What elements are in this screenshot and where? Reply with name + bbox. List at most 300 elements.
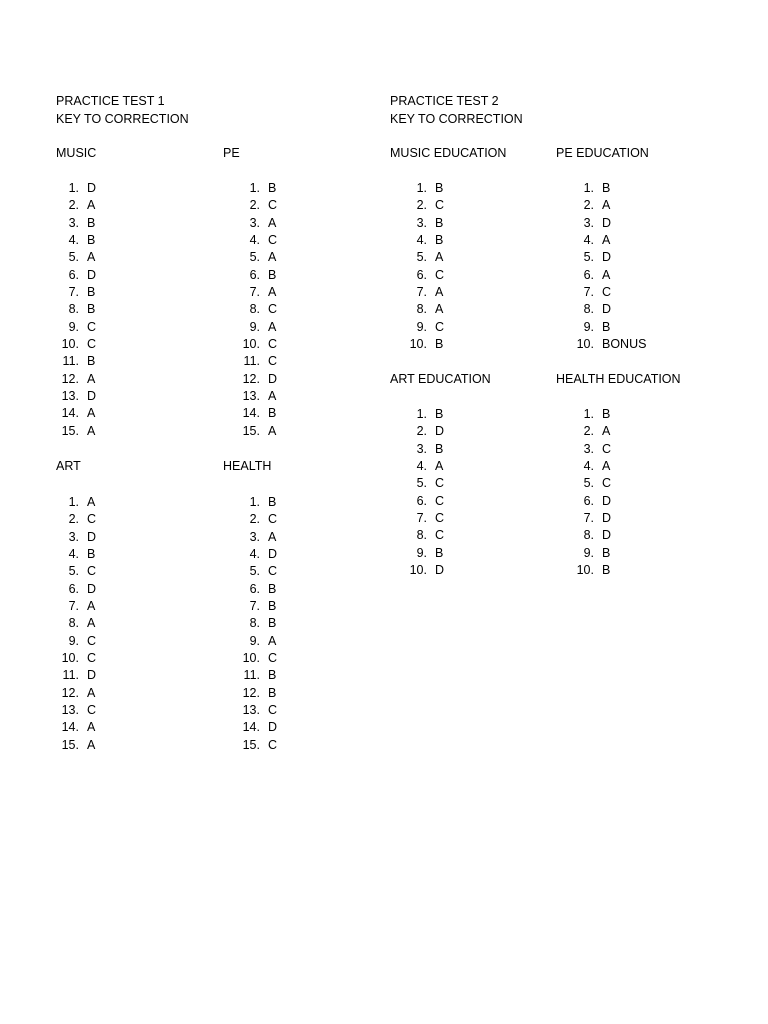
answer-letter: A [268,215,277,230]
answer-item [42,511,97,528]
answer-letter: A [87,250,96,265]
answer-letter: C [268,512,278,527]
answer-number: 3. [583,215,594,230]
answer-letter: A [435,285,444,300]
answer-number: 7. [68,285,79,300]
answer-number: 5. [583,250,594,265]
answer-number: 14. [242,720,260,735]
answer-item [42,284,96,301]
answer-item [42,598,96,615]
answer-letter: A [87,685,96,700]
answer-item [557,406,611,423]
music-answer-list [42,180,97,440]
answer-number: 11. [243,668,260,683]
answer-number: 6. [583,493,594,508]
pe-education-answer-list [557,180,647,353]
answer-item [557,284,612,301]
answer-item [223,685,277,702]
answer-letter: D [602,511,612,526]
answer-item [557,441,612,458]
answer-number: 4. [249,547,260,562]
answer-item [223,232,278,249]
answer-number: 6. [68,581,79,596]
answer-number: 9. [583,545,594,560]
answer-number: 9. [583,319,594,334]
answer-letter: A [268,529,277,544]
answer-letter: B [435,215,444,230]
answer-item [42,232,96,249]
test1-title: PRACTICE TEST 1 [56,94,165,108]
answer-item [42,301,96,318]
answer-number: 9. [68,633,79,648]
answer-number: 5. [68,250,79,265]
answer-number: 6. [249,267,260,282]
answer-number: 15. [61,737,79,752]
answer-item [42,650,97,667]
answer-letter: D [602,215,612,230]
answer-item [42,249,96,266]
answer-item [223,388,277,405]
answer-letter: A [87,720,96,735]
answer-number: 10. [242,337,260,352]
answer-number: 12. [242,685,260,700]
answer-letter: D [602,302,612,317]
answer-item [223,581,277,598]
answer-letter: D [87,581,97,596]
answer-letter: B [602,407,611,421]
answer-letter: A [268,423,277,438]
answer-number: 5. [583,476,594,491]
answer-letter: B [87,354,96,369]
answer-number: 3. [68,529,79,544]
answer-letter: D [602,493,612,508]
answer-letter: C [268,302,278,317]
answer-item [390,406,444,423]
answer-letter: C [435,528,445,543]
answer-number: 6. [249,581,260,596]
answer-letter: B [602,545,611,560]
answer-letter: B [268,406,277,421]
answer-number: 5. [68,564,79,579]
answer-number: 7. [416,285,427,300]
answer-item [223,405,277,422]
answer-number: 2. [583,198,594,213]
answer-item [42,685,96,702]
answer-number: 2. [249,198,260,213]
answer-number: 10. [409,563,427,578]
art-heading: ART [56,459,81,473]
answer-number: 2. [416,198,427,213]
answer-number: 1. [249,181,260,195]
answer-number: 4. [416,459,427,474]
answer-number: 8. [416,302,427,317]
answer-item [390,527,445,544]
answer-item [557,493,612,510]
answer-item [557,527,612,544]
answer-number: 7. [583,511,594,526]
answer-number: 4. [249,233,260,248]
answer-letter: C [87,703,97,718]
answer-number: 10. [576,337,594,352]
answer-number: 2. [68,512,79,527]
answer-item [223,336,278,353]
answer-item [223,319,277,336]
answer-letter: B [435,545,444,560]
answer-number: 12. [61,371,79,386]
answer-letter: C [87,337,97,352]
answer-letter: B [435,407,444,421]
answer-number: 6. [416,267,427,282]
answer-item [223,546,278,563]
answer-item [223,529,277,546]
answer-item [557,180,611,197]
answer-item [42,371,96,388]
answer-letter: D [435,563,445,578]
answer-number: 5. [249,250,260,265]
answer-number: 12. [242,371,260,386]
answer-letter: A [602,459,611,474]
answer-letter: B [268,599,277,614]
answer-item [42,267,97,284]
answer-item [42,702,97,719]
answer-letter: B [87,302,96,317]
answer-number: 4. [68,233,79,248]
answer-letter: C [87,633,97,648]
answer-number: 13. [242,389,260,404]
answer-letter: A [268,285,277,300]
answer-item [223,215,277,232]
answer-letter: A [87,737,96,752]
answer-letter: B [435,337,444,352]
answer-item [390,545,444,562]
answer-item [557,336,647,353]
answer-number: 7. [583,285,594,300]
answer-number: 14. [61,406,79,421]
answer-letter: A [87,423,96,438]
answer-number: 10. [61,651,79,666]
answer-item [557,319,611,336]
answer-item [390,284,444,301]
answer-letter: C [602,476,612,491]
answer-letter: A [87,599,96,614]
answer-number: 3. [416,441,427,456]
answer-item [223,667,277,684]
answer-item [42,633,97,650]
answer-item [42,405,96,422]
answer-letter: B [87,285,96,300]
answer-letter: C [435,319,445,334]
answer-number: 3. [249,529,260,544]
answer-item [223,353,278,370]
answer-number: 4. [583,233,594,248]
answer-item [42,423,96,440]
answer-letter: BONUS [602,337,647,352]
answer-item [42,546,96,563]
answer-item [390,562,445,579]
answer-number: 2. [68,198,79,213]
answer-letter: C [435,511,445,526]
answer-item [390,180,444,197]
answer-letter: C [435,267,445,282]
answer-item [557,232,611,249]
answer-item [42,180,97,197]
answer-letter: C [87,512,97,527]
answer-letter: B [87,215,96,230]
answer-number: 10. [409,337,427,352]
answer-item [390,510,445,527]
pe-answer-list [223,180,278,440]
answer-letter: A [268,389,277,404]
answer-item [223,371,278,388]
answer-number: 9. [416,545,427,560]
answer-letter: A [268,250,277,265]
answer-letter: B [268,668,277,683]
answer-number: 3. [249,215,260,230]
answer-letter: D [435,424,445,439]
answer-item [223,719,278,736]
answer-letter: A [268,633,277,648]
answer-number: 13. [61,389,79,404]
answer-letter: A [602,198,611,213]
answer-item [390,267,445,284]
answer-letter: C [87,319,97,334]
answer-item [557,510,612,527]
answer-letter: B [435,233,444,248]
health-education-heading: HEALTH EDUCATION [556,372,681,386]
answer-item [42,353,96,370]
answer-number: 8. [583,302,594,317]
answer-letter: C [87,564,97,579]
answer-number: 3. [583,441,594,456]
answer-letter: B [602,563,611,578]
answer-number: 3. [416,215,427,230]
answer-letter: C [602,285,612,300]
answer-item [223,494,277,511]
answer-number: 11. [62,668,79,683]
answer-number: 11. [62,354,79,369]
answer-number: 11. [243,354,260,369]
answer-letter: D [268,720,278,735]
answer-number: 10. [61,337,79,352]
answer-letter: A [87,616,96,631]
answer-letter: C [87,651,97,666]
answer-letter: C [268,737,278,752]
answer-number: 7. [249,599,260,614]
answer-item [223,633,277,650]
answer-letter: B [268,685,277,700]
answer-number: 1. [416,181,427,195]
art-education-heading: ART EDUCATION [390,372,491,386]
answer-letter: D [602,528,612,543]
answer-number: 8. [68,616,79,631]
answer-number: 9. [416,319,427,334]
answer-item [223,737,278,754]
test2-title: PRACTICE TEST 2 [390,94,499,108]
answer-letter: C [602,441,612,456]
answer-number: 8. [583,528,594,543]
answer-item [223,615,277,632]
pe-heading: PE [223,146,240,160]
answer-item [390,458,444,475]
answer-item [42,719,96,736]
answer-letter: A [602,233,611,248]
answer-item [42,319,97,336]
answer-number: 15. [242,423,260,438]
answer-number: 1. [583,181,594,195]
answer-letter: D [268,547,278,562]
test2-subtitle: KEY TO CORRECTION [390,112,523,126]
answer-number: 10. [576,563,594,578]
answer-item [390,301,444,318]
art-answer-list [42,494,97,754]
answer-item [223,598,277,615]
answer-letter: A [87,495,96,509]
answer-number: 2. [249,512,260,527]
answer-number: 5. [416,250,427,265]
answer-letter: D [87,267,97,282]
health-answer-list [223,494,278,754]
answer-number: 6. [583,267,594,282]
answer-letter: C [268,703,278,718]
answer-item [42,667,97,684]
answer-number: 4. [68,547,79,562]
answer-number: 9. [68,319,79,334]
answer-letter: C [268,564,278,579]
answer-letter: C [268,337,278,352]
answer-number: 8. [68,302,79,317]
answer-number: 2. [583,424,594,439]
answer-item [557,475,612,492]
answer-item [223,180,277,197]
answer-number: 7. [68,599,79,614]
answer-number: 8. [249,616,260,631]
answer-item [557,562,611,579]
answer-letter: C [268,198,278,213]
answer-item [223,267,277,284]
answer-number: 10. [242,651,260,666]
test1-subtitle: KEY TO CORRECTION [56,112,189,126]
answer-number: 9. [249,319,260,334]
answer-number: 7. [249,285,260,300]
answer-item [390,475,445,492]
answer-letter: D [87,181,97,195]
answer-letter: A [435,459,444,474]
health-education-answer-list [557,406,612,579]
pe-education-heading: PE EDUCATION [556,146,649,160]
answer-item [390,336,444,353]
answer-number: 7. [416,511,427,526]
answer-number: 1. [416,407,427,421]
answer-letter: B [87,547,96,562]
answer-letter: D [87,389,97,404]
answer-number: 13. [61,703,79,718]
answer-number: 5. [249,564,260,579]
answer-letter: C [268,233,278,248]
answer-item [557,423,611,440]
answer-number: 6. [68,267,79,282]
music-education-heading: MUSIC EDUCATION [390,146,507,160]
answer-letter: A [435,250,444,265]
art-education-answer-list [390,406,445,579]
answer-item [557,301,612,318]
answer-number: 14. [242,406,260,421]
answer-letter: D [87,529,97,544]
answer-item [557,249,612,266]
answer-letter: D [602,250,612,265]
answer-letter: A [268,319,277,334]
answer-letter: C [268,354,278,369]
answer-item [42,529,97,546]
answer-item [390,493,445,510]
answer-letter: D [268,371,278,386]
answer-item [557,197,611,214]
answer-number: 5. [416,476,427,491]
answer-letter: A [602,424,611,439]
answer-letter: B [602,181,611,195]
answer-number: 4. [583,459,594,474]
answer-item [42,215,96,232]
music-heading: MUSIC [56,146,97,160]
answer-item [223,301,278,318]
answer-letter: B [268,616,277,631]
answer-letter: C [435,476,445,491]
answer-item [390,215,444,232]
answer-item [390,423,445,440]
answer-letter: A [435,302,444,317]
answer-item [42,563,97,580]
answer-number: 15. [242,737,260,752]
answer-item [223,197,278,214]
health-heading: HEALTH [223,459,272,473]
answer-item [390,232,444,249]
answer-number: 1. [68,495,79,509]
answer-item [223,511,278,528]
answer-number: 1. [583,407,594,421]
answer-item [42,197,96,214]
answer-item [223,702,278,719]
answer-letter: C [435,493,445,508]
answer-number: 9. [249,633,260,648]
answer-number: 12. [61,685,79,700]
answer-number: 8. [416,528,427,543]
answer-number: 1. [68,181,79,195]
answer-item [557,545,611,562]
answer-number: 15. [61,423,79,438]
answer-letter: A [87,371,96,386]
answer-letter: A [602,267,611,282]
music-education-answer-list [390,180,445,353]
answer-letter: B [268,581,277,596]
answer-item [42,581,97,598]
answer-item [223,650,278,667]
answer-item [223,423,277,440]
answer-letter: C [435,198,445,213]
answer-item [557,458,611,475]
answer-number: 2. [416,424,427,439]
answer-item [223,249,277,266]
answer-item [223,284,277,301]
answer-item [557,215,612,232]
answer-letter: B [602,319,611,334]
answer-item [42,336,97,353]
answer-item [42,737,96,754]
answer-item [390,197,445,214]
answer-item [42,615,96,632]
answer-number: 8. [249,302,260,317]
answer-number: 4. [416,233,427,248]
answer-number: 1. [249,495,260,509]
answer-letter: C [268,651,278,666]
